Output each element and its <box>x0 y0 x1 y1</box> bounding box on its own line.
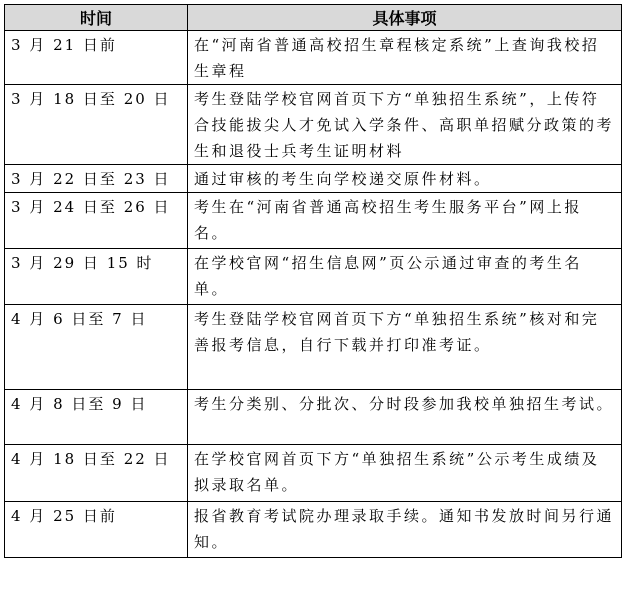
table-row <box>5 502 622 558</box>
row-time: 4 月 8 日至 9 日 <box>5 390 188 445</box>
row-item: 考生分类别、分批次、分时段参加我校单独招生考试。 <box>188 390 622 445</box>
table-row <box>5 249 622 305</box>
row-item: 在学校官网首页下方“单独招生系统”公示考生成绩及拟录取名单。 <box>188 445 622 502</box>
row-item: 在“河南省普通高校招生章程核定系统”上查询我校招生章程 <box>188 31 622 85</box>
row-time: 3 月 18 日至 20 日 <box>5 85 188 165</box>
row-item: 在学校官网“招生信息网”页公示通过审查的考生名单。 <box>188 249 622 305</box>
row-time: 4 月 18 日至 22 日 <box>5 445 188 502</box>
row-time: 3 月 22 日至 23 日 <box>5 165 188 193</box>
table-row <box>5 165 622 193</box>
row-time: 3 月 29 日 15 时 <box>5 249 188 305</box>
admissions-schedule-table <box>4 4 622 558</box>
row-item: 报省教育考试院办理录取手续。通知书发放时间另行通知。 <box>188 502 622 558</box>
table-header-row <box>5 5 622 31</box>
row-time: 3 月 21 日前 <box>5 31 188 85</box>
table-row <box>5 85 622 165</box>
row-item: 考生在“河南省普通高校招生考生服务平台”网上报名。 <box>188 193 622 249</box>
row-item: 考生登陆学校官网首页下方“单独招生系统”核对和完善报考信息，自行下载并打印准考证。 <box>188 305 622 390</box>
table-row <box>5 390 622 445</box>
table-row <box>5 305 622 390</box>
row-time: 4 月 25 日前 <box>5 502 188 558</box>
row-time: 4 月 6 日至 7 日 <box>5 305 188 390</box>
header-time: 时间 <box>5 5 188 31</box>
table-row <box>5 445 622 502</box>
row-item: 通过审核的考生向学校递交原件材料。 <box>188 165 622 193</box>
table-row <box>5 193 622 249</box>
header-item: 具体事项 <box>188 5 622 31</box>
row-time: 3 月 24 日至 26 日 <box>5 193 188 249</box>
row-item: 考生登陆学校官网首页下方“单独招生系统”，上传符合技能拔尖人才免试入学条件、高职单招赋分政策的考生和退役士兵考生证明材料 <box>188 85 622 165</box>
table-row <box>5 31 622 85</box>
